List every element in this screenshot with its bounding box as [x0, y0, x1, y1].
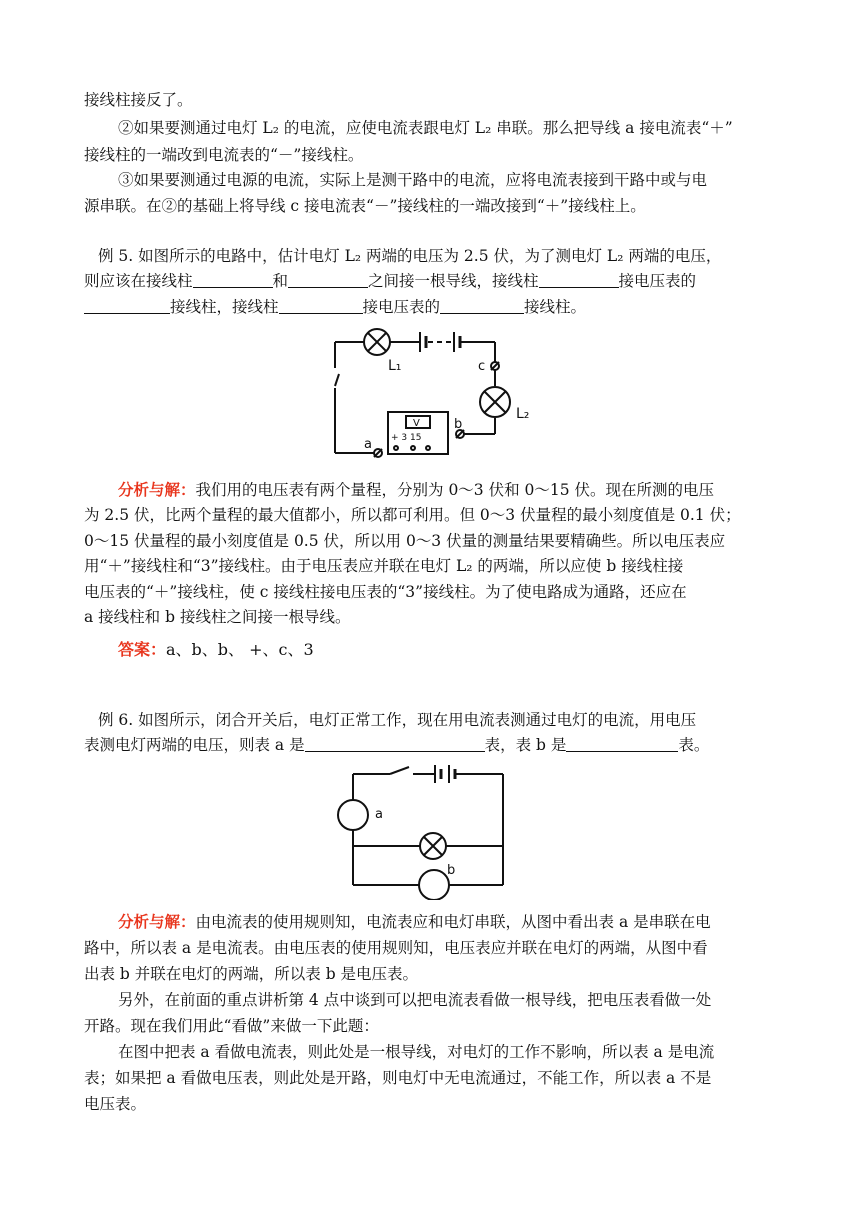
circuit-diagram-ex5 — [320, 322, 540, 462]
circuit-diagram-ex6 — [335, 760, 515, 900]
text-line: 0～15 伏量程的最小刻度值是 0.5 伏，所以用 0～3 伏量的测量结果要精确些。所以电压表应 — [84, 532, 726, 550]
answer-blank[interactable] — [193, 273, 273, 288]
label-meter-a: a — [375, 807, 383, 822]
answer-line: 答案：a、b、b、 +、c、3 — [118, 640, 314, 659]
answer-blank[interactable] — [539, 273, 619, 288]
voltmeter-scale: + 3 15 — [391, 433, 422, 443]
voltmeter-symbol: V — [413, 418, 420, 429]
answer-blank[interactable] — [440, 299, 524, 314]
text-line: ②如果要测通过电灯 L₂ 的电流，应使电流表跟电灯 L₂ 串联。那么把导线 a 接电流表“＋” — [118, 119, 733, 137]
answer-blank[interactable] — [305, 737, 485, 752]
text-line: 开路。现在我们用此“看做”来做一下此题： — [84, 1017, 379, 1035]
text-line: 接线柱的一端改到电流表的“－”接线柱。 — [84, 146, 364, 164]
example-5-question-line3: 接线柱，接线柱 接电压表的 接线柱。 — [84, 297, 784, 317]
text-line: a 接线柱和 b 接线柱之间接一根导线。 — [84, 608, 351, 626]
text-line: 接线柱接反了。 — [84, 91, 193, 109]
label-a: a — [364, 437, 372, 452]
text-line: 在图中把表 a 看做电流表，则此处是一根导线，对电灯的工作不影响，所以表 a 是电流 — [118, 1043, 715, 1061]
analysis-para: 分析与解：由电流表的使用规则知，电流表应和电灯串联，从图中看出表 a 是串联在电 — [118, 912, 711, 931]
label-L2: L₂ — [516, 406, 530, 422]
text-line: 电压表的“＋”接线柱，使 c 接线柱接电压表的“3”接线柱。为了使电路成为通路，还应在 — [84, 583, 687, 601]
label-meter-b: b — [447, 863, 456, 878]
example-6-question: 例 6. 如图所示，闭合开关后，电灯正常工作，现在用电流表测通过电灯的电流，用电压 — [98, 711, 697, 729]
text-line: 出表 b 并联在电灯的两端，所以表 b 是电压表。 — [84, 965, 419, 983]
label-b: b — [454, 417, 463, 432]
text-line: 为 2.5 伏，比两个量程的最大值都小，所以都可利用。但 0～3 伏量程的最小刻度值是 0.1 伏； — [84, 506, 741, 524]
label-L1: L₁ — [388, 358, 402, 374]
text-line: 另外，在前面的重点讲析第 4 点中谈到可以把电流表看做一根导线，把电压表看做一处 — [118, 991, 712, 1009]
text-line: 电压表。 — [84, 1095, 147, 1113]
text-line: 表；如果把 a 看做电压表，则此处是开路，则电灯中无电流通过，不能工作，所以表 a 不是 — [84, 1069, 712, 1087]
example-6-question-line2: 表测电灯两端的电压，则表 a 是 表，表 b 是 表。 — [84, 736, 710, 754]
answer-blank[interactable] — [288, 273, 368, 288]
text-line: 路中，所以表 a 是电流表。由电压表的使用规则知，电压表应并联在电灯的两端，从图中看 — [84, 939, 708, 957]
label-c: c — [478, 359, 486, 374]
text-line: ③如果要测通过电源的电流，实际上是测干路中的电流，应将电流表接到干路中或与电 — [118, 171, 708, 189]
analysis-para: 分析与解：我们用的电压表有两个量程，分别为 0～3 伏和 0～15 伏。现在所测的电压 — [118, 480, 715, 499]
example-5-question-line2: 则应该在接线柱 和 之间接一根导线，接线柱 接电压表的 — [84, 272, 697, 290]
answer-blank[interactable] — [279, 299, 363, 314]
text-line: 用“＋”接线柱和“3”接线柱。由于电压表应并联在电灯 L₂ 的两端，所以应使 b 接线柱接 — [84, 557, 684, 575]
answer-blank[interactable] — [566, 737, 678, 752]
answer-blank[interactable] — [84, 299, 170, 314]
example-5-question: 例 5. 如图所示的电路中，估计电灯 L₂ 两端的电压为 2.5 伏，为了测电灯 L₂ 两端的电压， — [98, 247, 722, 265]
text-line: 源串联。在②的基础上将导线 c 接电流表“－”接线柱的一端改接到“＋”接线柱上。 — [84, 197, 646, 215]
